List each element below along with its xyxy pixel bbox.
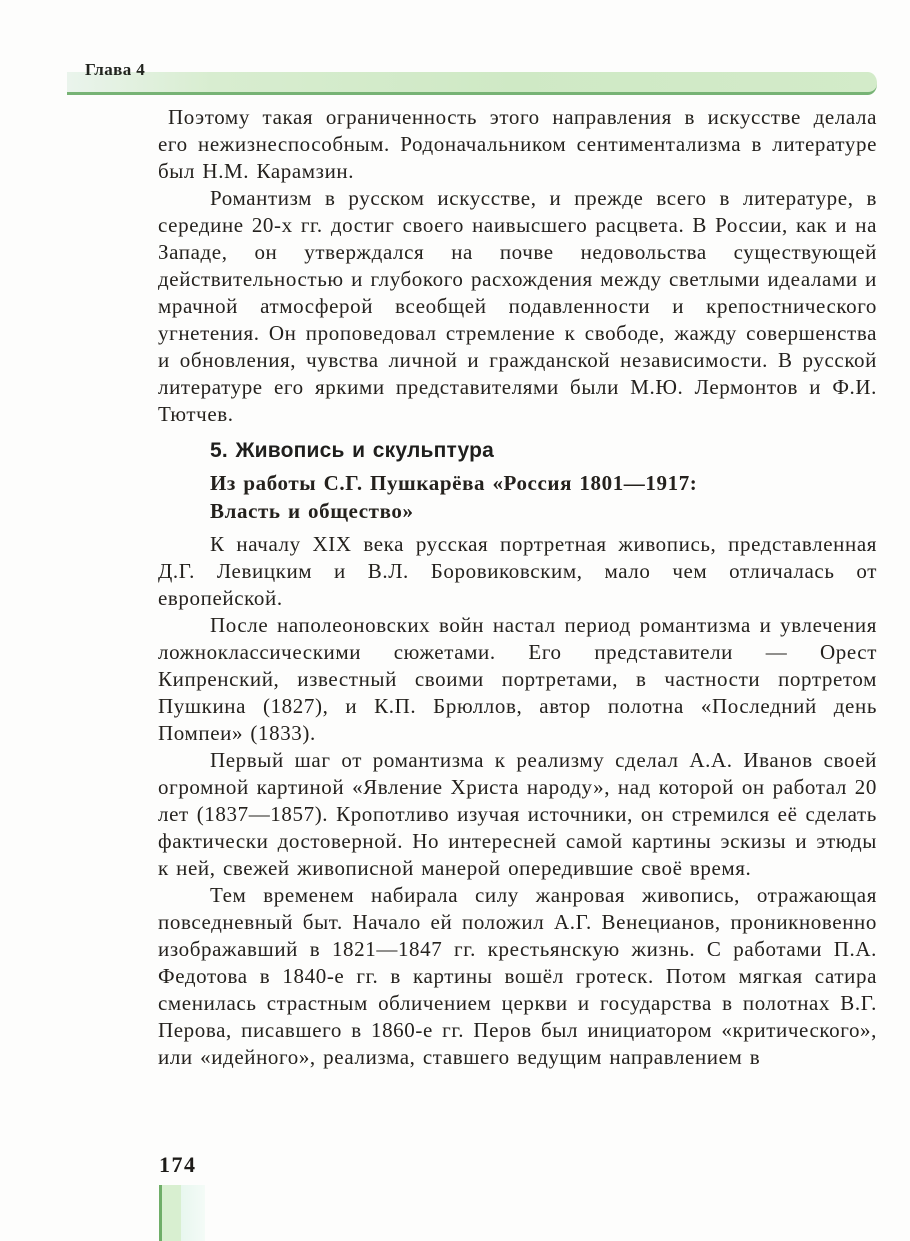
chapter-header-bar [67, 72, 877, 95]
paragraph: К началу XIX века русская портретная живопись, представленная Д.Г. Левицким и В.Л. Боровиковским, мало чем отличалась от европейской. [158, 532, 877, 610]
page-number: 174 [159, 1152, 197, 1177]
page-edge-bookmark [159, 1185, 205, 1241]
paragraph: Первый шаг от романтизма к реализму сделал А.А. Иванов своей огромной картиной «Явление Христа народу», над которой он работал 20 лет (1837—1857). Кропотливо изучая источники, он стремился её сделать фактически достоверной. Но интересней самой картины эскизы и этюды к ней, свежей живописной манерой опередившие своё время. [158, 748, 877, 880]
chapter-label: Глава 4 [85, 60, 146, 79]
source-attribution-line1: Из работы С.Г. Пушкарёва «Россия 1801—1917: [210, 471, 698, 495]
paragraph: Тем временем набирала силу жанровая живопись, отражающая повседневный быт. Начало ей положил А.Г. Венецианов, проникновенно изображавший в 1821—1847 гг. крестьянскую жизнь. С работами П.А. Федотова в 1840-е гг. в картины вошёл гротеск. Потом мягкая сатира сменилась страстным обличением церкви и государства в полотнах В.Г. Перова, писавшего в 1860-е гг. Перов был инициатором «критического», или «идейного», реализма, ставшего ведущим направлением в [158, 883, 877, 1069]
source-attribution-line2: Власть и общество» [210, 499, 414, 523]
source-attribution [210, 469, 877, 525]
paragraph: После наполеоновских войн настал период романтизма и увлечения ложноклассическими сюжетами. Его представители — Орест Кипренский, известный своими портретами, в частности портретом Пушкина (1827), и К.П. Брюллов, автор полотна «Последний день Помпеи» (1833). [158, 613, 877, 745]
page-body [158, 104, 877, 1071]
paragraph: Романтизм в русском искусстве, и прежде всего в литературе, в середине 20-х гг. достиг своего наивысшего расцвета. В России, как и на Западе, он утверждался на почве недовольства существующей действительностью и глубокого расхождения между светлыми идеалами и мрачной атмосферой всеобщей подавленности и крепостнического угнетения. Он проповедовал стремление к свободе, жажду совершенства и обновления, чувства личной и гражданской независимости. В русской литературе его яркими представителями были М.Ю. Лермонтов и Ф.И. Тютчев. [158, 186, 877, 426]
paragraph-continuation: Поэтому такая ограниченность этого направления в искусстве делала его нежизнеспособным. Родоначальником сентиментализма в литературе был Н.М. Карамзин. [158, 105, 877, 183]
section-heading: 5. Живопись и скульптура [210, 439, 495, 462]
